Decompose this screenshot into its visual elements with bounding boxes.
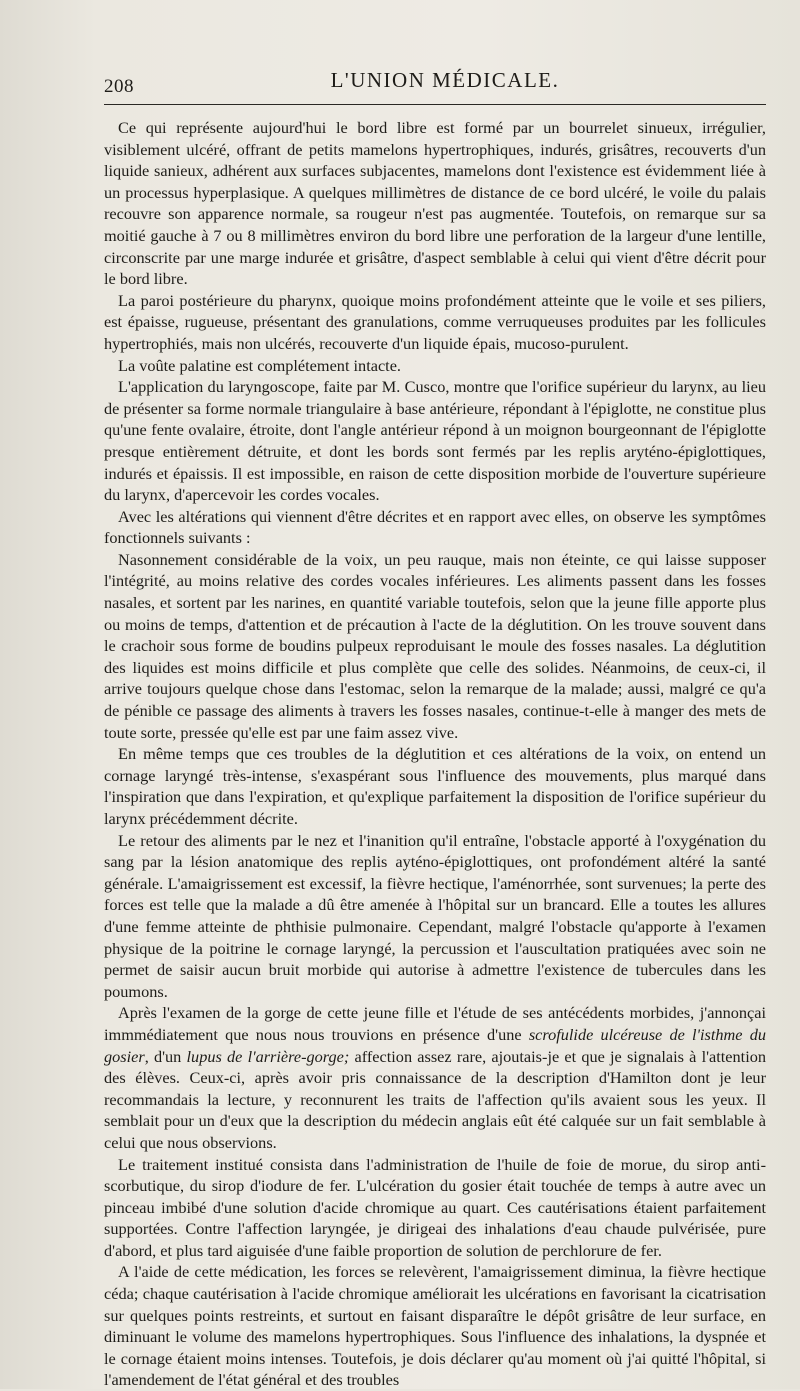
paragraph-text: , d'un [144, 1046, 187, 1066]
paragraph-text: affection assez rare, ajoutais-je et que je signalais à l'attention des élèves. Ceux-ci, après avoir pris connaissance de la description d'Hamilton dont je leur recommandais la lecture, y reconnurent les traits de l'affection qu'ils avaient sous les yeux. Il semblait pour un d'eux que la description du médecin anglais eût été calquée sur un fait semblable à celui que nous observions. [104, 1046, 766, 1152]
journal-title: L'UNION MÉDICALE. [330, 68, 560, 92]
paragraph: La paroi postérieure du pharynx, quoique moins profondément atteinte que le voile et ses piliers, est épaisse, rugueuse, présentant des granulations, comme verruqueuses produites par les follicules hypertrophiés, mais non ulcérés, recouverte d'un liquide épais, mucoso-purulent. [104, 290, 766, 353]
header-rule [104, 104, 766, 105]
paragraph: L'application du laryngoscope, faite par M. Cusco, montre que l'orifice supérieur du larynx, au lieu de présenter sa forme normale triangulaire à base antérieure, répondant à l'épiglotte, ne constitue plus qu'une fente ovalaire, étroite, dont l'angle antérieur répond à un moignon bourgeonnant de l'épiglotte presque entièrement détruite, et dont les bords sont fermés par les replis aryténo-épiglottiques, indurés et épaissis. Il est impossible, en raison de cette disposition morbide de l'ouverture supérieure du larynx, d'apercevoir les cordes vocales. [104, 377, 766, 505]
paragraph: Nasonnement considérable de la voix, un peu rauque, mais non éteinte, ce qui laisse supposer l'intégrité, au moins relative des cordes vocales inférieures. Les aliments passent dans les fosses nasales, et sortent par les narines, en quantité variable toutefois, selon que la jeune fille apporte plus ou moins de temps, d'attention et de précaution à l'acte de la déglutition. On les trouve souvent dans le crachoir sous forme de boudins pulpeux reproduisant le moule des fosses nasales. La déglutition des liquides est moins difficile et plus complète que celle des solides. Néanmoins, de ceux-ci, il arrive toujours quelque chose dans l'estomac, selon la remarque de la malade; aussi, malgré ce qu'a de pénible ce passage des aliments à travers les fosses nasales, continue-t-elle à manger des mets de toute sorte, pressée qu'elle est par une faim assez vive. [104, 549, 766, 742]
paragraph: En même temps que ces troubles de la déglutition et ces altérations de la voix, on entend un cornage laryngé très-intense, s'exaspérant sous l'influence des mouvements, plus marqué dans l'inspiration que dans l'expiration, et qu'explique parfaitement la disposition de l'orifice supérieur du larynx précédemment décrite. [104, 744, 766, 828]
italic-diagnosis: lupus de l'arrière-gorge; [186, 1046, 350, 1066]
article-body [104, 117, 766, 1391]
paragraph: Le traitement institué consista dans l'administration de l'huile de foie de morue, du sirop anti-scorbutique, du sirop d'iodure de fer. L'ulcération du gosier était touchée de temps à autre avec un pinceau imbibé d'une solution d'acide chromique au quart. Ces cautérisations étaient parfaitement supportées. Contre l'affection laryngée, je dirigeai des inhalations d'eau chaude pulvérisée, pure d'abord, et plus tard aiguisée d'une faible proportion de solution de perchlorure de fer. [104, 1154, 766, 1260]
page-header [104, 68, 766, 98]
paragraph [104, 1002, 766, 1153]
paragraph-text: Après l'examen de la gorge de cette jeune fille et l'étude de ses antécédents morbides, j'annonçai immmédiatement que nous nous trouvions en présence d'une [104, 1003, 766, 1044]
page-number: 208 [104, 76, 134, 97]
paragraph: La voûte palatine est complétement intacte. [118, 355, 401, 375]
paragraph: A l'aide de cette médication, les forces se relevèrent, l'amaigrissement diminua, la fièvre hectique céda; chaque cautérisation à l'acide chromique améliorait les ulcérations en favorisant la cicatrisation sur quelques points restreints, et surtout en faisant disparaître le dépôt grisâtre de leur surface, en diminuant le volume des mamelons hypertrophiques. Sous l'influence des inhalations, la dyspnée et le cornage étaient moins intenses. Toutefois, je dois déclarer qu'au moment où j'ai quitté l'hôpital, si l'amendement de l'état général et des troubles [104, 1262, 766, 1390]
paragraph: Ce qui représente aujourd'hui le bord libre est formé par un bourrelet sinueux, irrégulier, visiblement ulcéré, offrant de petits mamelons hypertrophiques, indurés, grisâtres, recouverts d'un liquide sanieux, adhérent aux surfaces subjacentes, mamelons dont l'existence est évidemment liée à un processus hyperplasique. A quelques millimètres de distance de ce bord ulcéré, le voile du palais recouvre son apparence normale, sa rougeur n'est pas augmentée. Toutefois, on remarque sur sa moitié gauche à 7 ou 8 millimètres environ du bord libre une perforation de la largeur d'une lentille, circonscrite par une marge indurée et grisâtre, d'aspect semblable à celui qui vient d'être décrit pour le bord libre. [104, 118, 766, 289]
paragraph: Le retour des aliments par le nez et l'inanition qu'il entraîne, l'obstacle apporté à l'oxygénation du sang par la lésion anatomique des replis ayténo-épiglottiques, ont profondément altéré la santé générale. L'amaigrissement est excessif, la fièvre hectique, l'aménorrhée, sont survenues; la perte des forces est telle que la malade a dû être amenée à l'hôpital sur un brancard. Elle a toutes les allures d'une femme atteinte de phthisie pulmonaire. Cependant, malgré l'obstacle qu'apporte à l'examen physique de la poitrine le cornage laryngé, la percussion et l'auscultation pratiquées avec soin ne permet de saisir aucun bruit morbide qui autorise à admettre l'existence de tubercules dans les poumons. [104, 830, 766, 1001]
paragraph: Avec les altérations qui viennent d'être décrites et en rapport avec elles, on observe les symptômes fonctionnels suivants : [104, 506, 766, 548]
italic-diagnosis: scrofulide ulcéreuse de l'isthme du gosier [104, 1024, 766, 1066]
